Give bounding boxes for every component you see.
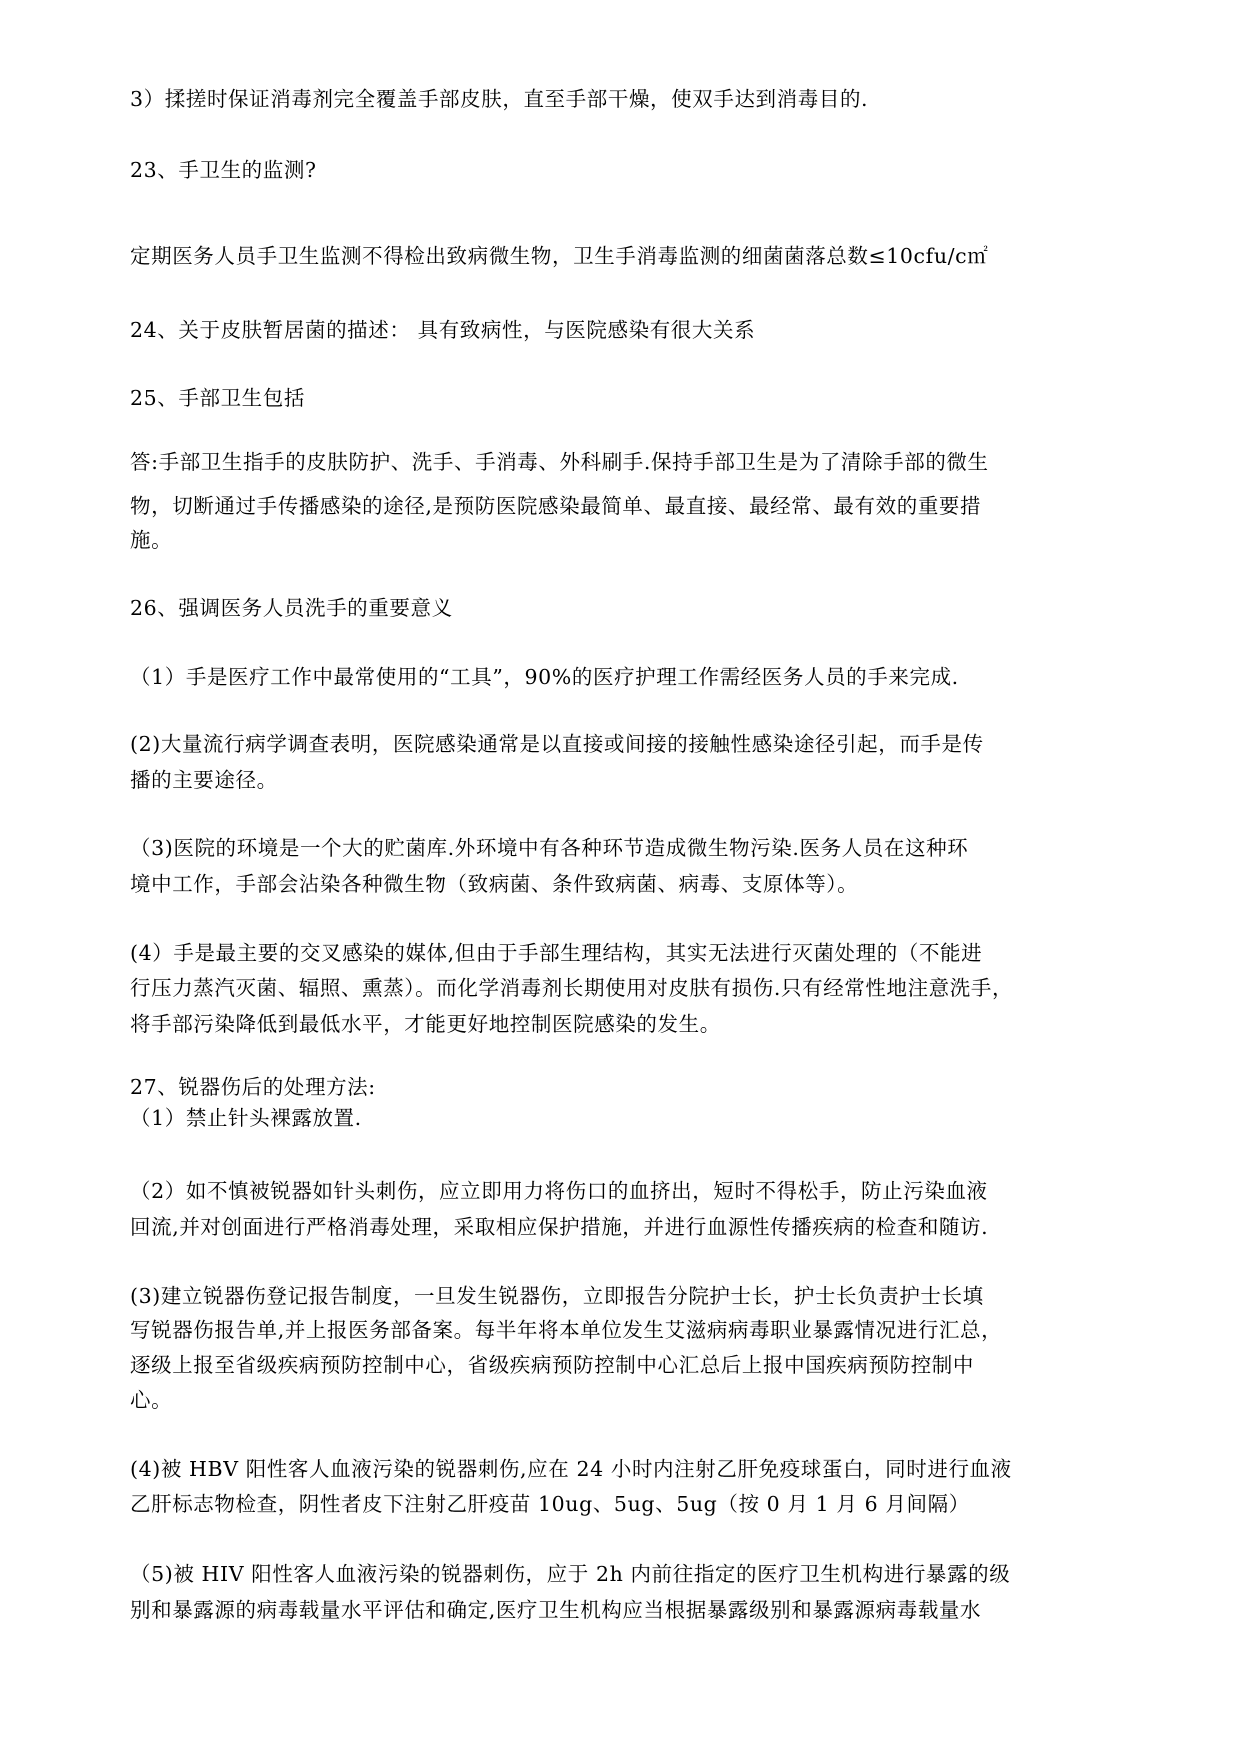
text-line: 施。 xyxy=(130,528,173,552)
text-line: 答:手部卫生指手的皮肤防护、洗手、手消毒、外科刷手.保持手部卫生是为了清除手部的微生 xyxy=(130,450,989,474)
question-heading: 26、强调医务人员洗手的重要意义 xyxy=(130,596,453,620)
text-line: （3)医院的环境是一个大的贮菌库.外环境中有各种环节造成微生物污染.医务人员在这种环 xyxy=(130,836,969,860)
text-line: 定期医务人员手卫生监测不得检出致病微生物，卫生手消毒监测的细菌菌落总数≤10cfu/c㎡ xyxy=(130,244,989,268)
text-line: 行压力蒸汽灭菌、辐照、熏蒸）。而化学消毒剂长期使用对皮肤有损伤.只有经常性地注意洗手， xyxy=(130,976,1014,1000)
text-line: 心。 xyxy=(130,1388,173,1412)
text-line: 回流,并对创面进行严格消毒处理，采取相应保护措施，并进行血源性传播疾病的检查和随访. xyxy=(130,1215,989,1239)
text-line: 境中工作，手部会沾染各种微生物（致病菌、条件致病菌、病毒、支原体等）。 xyxy=(130,872,859,896)
question-heading: 24、关于皮肤暂居菌的描述： 具有致病性，与医院感染有很大关系 xyxy=(130,318,756,342)
text-line: (4）手是最主要的交叉感染的媒体,但由于手部生理结构，其实无法进行灭菌处理的（不能进 xyxy=(130,941,983,965)
text-line: 逐级上报至省级疾病预防控制中心，省级疾病预防控制中心汇总后上报中国疾病预防控制中 xyxy=(130,1353,974,1377)
text-line: 别和暴露源的病毒载量水平评估和确定,医疗卫生机构应当根据暴露级别和暴露源病毒载量水 xyxy=(130,1598,982,1622)
text-line: 将手部污染降低到最低水平，才能更好地控制医院感染的发生。 xyxy=(130,1012,721,1036)
text-line: (3)建立锐器伤登记报告制度，一旦发生锐器伤，立即报告分院护士长，护士长负责护士长填 xyxy=(130,1284,984,1308)
question-heading: 25、手部卫生包括 xyxy=(130,386,305,410)
question-heading: 27、锐器伤后的处理方法: xyxy=(130,1075,376,1099)
text-line: （1）禁止针头裸露放置. xyxy=(130,1106,362,1130)
text-line: 播的主要途径。 xyxy=(130,768,278,792)
text-line: （5)被 HIV 阳性客人血液污染的锐器刺伤，应于 2h 内前往指定的医疗卫生机构进行暴露的级 xyxy=(130,1562,1011,1586)
text-line: 乙肝标志物检查，阴性者皮下注射乙肝疫苗 10ug、5ug、5ug（按 0 月 1 月 6 月间隔） xyxy=(130,1492,970,1516)
text-line: 写锐器伤报告单,并上报医务部备案。每半年将本单位发生艾滋病病毒职业暴露情况进行汇总， xyxy=(130,1318,1003,1342)
text-line: (4)被 HBV 阳性客人血液污染的锐器刺伤,应在 24 小时内注射乙肝免疫球蛋白，同时进行血液 xyxy=(130,1457,1012,1481)
text-line: 物，切断通过手传播感染的途径,是预防医院感染最简单、最直接、最经常、最有效的重要措 xyxy=(130,494,982,518)
question-heading: 23、手卫生的监测? xyxy=(130,158,317,182)
text-line: (2)大量流行病学调查表明，医院感染通常是以直接或间接的接触性感染途径引起，而手是传 xyxy=(130,732,984,756)
text-line: 3）揉搓时保证消毒剂完全覆盖手部皮肤，直至手部干燥，使双手达到消毒目的. xyxy=(130,87,869,111)
text-line: （2）如不慎被锐器如针头刺伤，应立即用力将伤口的血挤出，短时不得松手，防止污染血液 xyxy=(130,1179,988,1203)
text-line: （1）手是医疗工作中最常使用的“工具”，90%的医疗护理工作需经医务人员的手来完成. xyxy=(130,665,959,689)
